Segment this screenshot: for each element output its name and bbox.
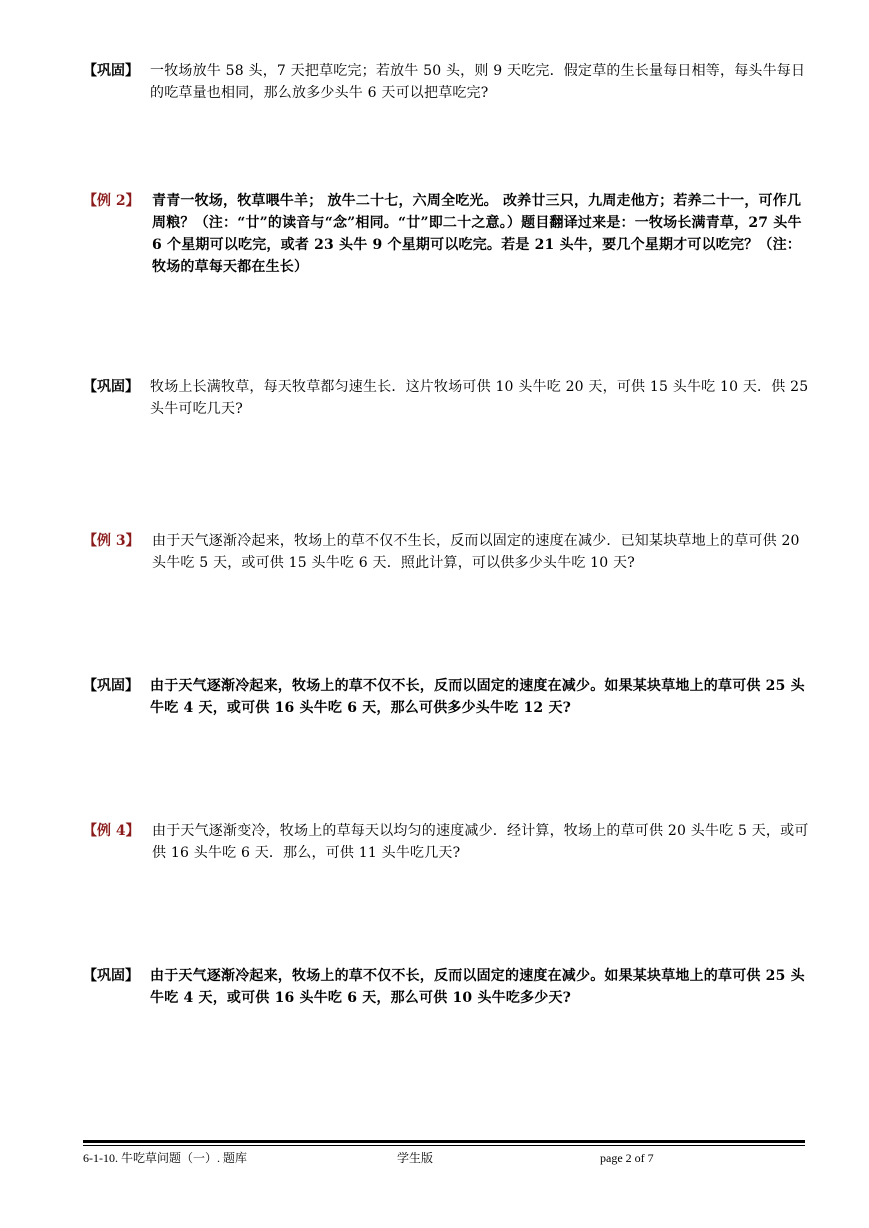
problem-tag: 【巩固】 — [83, 678, 139, 694]
problem-tag: 【巩固】 — [83, 379, 139, 395]
problem-7 — [83, 965, 813, 1009]
example-tag: 【例 3】 — [83, 533, 140, 549]
problem-tag: 【巩固】 — [83, 63, 139, 79]
example-tag: 【例 4】 — [83, 823, 140, 839]
problem-text: 由于天气逐渐冷起来，牧场上的草不仅不长，反而以固定的速度在减少。如果某块草地上的草可供 25 头牛吃 4 天，或可供 16 头牛吃 6 天，那么可供多少头牛吃 12 天? — [150, 678, 805, 716]
problem-text: 牧场上长满牧草，每天牧草都匀速生长．这片牧场可供 10 头牛吃 20 天，可供 15 头牛吃 10 天．供 25 头牛可吃几天? — [150, 379, 809, 417]
footer-document-title: 6-1-10. 牛吃草问题（一）. 题库 — [83, 1151, 247, 1165]
problem-text: 一牧场放牛 58 头，7 天把草吃完；若放牛 50 头，则 9 天吃完．假定草的生长量每日相等，每头牛每日的吃草量也相同，那么放多少头牛 6 天可以把草吃完? — [150, 63, 806, 101]
problem-text: 由于天气逐渐冷起来，牧场上的草不仅不生长，反而以固定的速度在减少．已知某块草地上的草可供 20 头牛吃 5 天，或可供 15 头牛吃 6 天．照此计算，可以供多少头牛吃 10 天? — [152, 533, 800, 571]
example-tag: 【例 2】 — [83, 193, 140, 209]
problem-2 — [83, 190, 813, 278]
problem-1 — [83, 60, 813, 104]
problem-tag: 【巩固】 — [83, 968, 139, 984]
footer-edition: 学生版 — [397, 1151, 434, 1165]
footer-page-number: page 2 of 7 — [600, 1151, 654, 1165]
problem-3 — [83, 376, 813, 420]
problem-text: 由于天气逐渐冷起来，牧场上的草不仅不长，反而以固定的速度在减少。如果某块草地上的草可供 25 头牛吃 4 天，或可供 16 头牛吃 6 天，那么可供 10 头牛吃多少天? — [150, 968, 805, 1006]
problem-text: 由于天气逐渐变冷，牧场上的草每天以均匀的速度减少．经计算，牧场上的草可供 20 头牛吃 5 天，或可供 16 头牛吃 6 天．那么，可供 11 头牛吃几天? — [152, 823, 809, 861]
problem-text: 青青一牧场，牧草喂牛羊； 放牛二十七，六周全吃光。 改养廿三只，九周走他方；若养二十一，可作几周粮？（注：“廿”的读音与“念”相同。“廿”即二十之意。）题目翻译过来是：一牧场长满青草，27 头牛 6 个星期可以吃完，或者 23 头牛 9 个星期可以吃完。若是 21 头牛，要几个星期才可以吃完？（注：牧场的草每天都在生长） — [152, 193, 802, 275]
problem-5 — [83, 675, 813, 719]
problem-4 — [83, 530, 813, 574]
footer-divider-thin — [83, 1145, 805, 1146]
footer-divider-thick — [83, 1140, 805, 1143]
problem-6 — [83, 820, 813, 864]
